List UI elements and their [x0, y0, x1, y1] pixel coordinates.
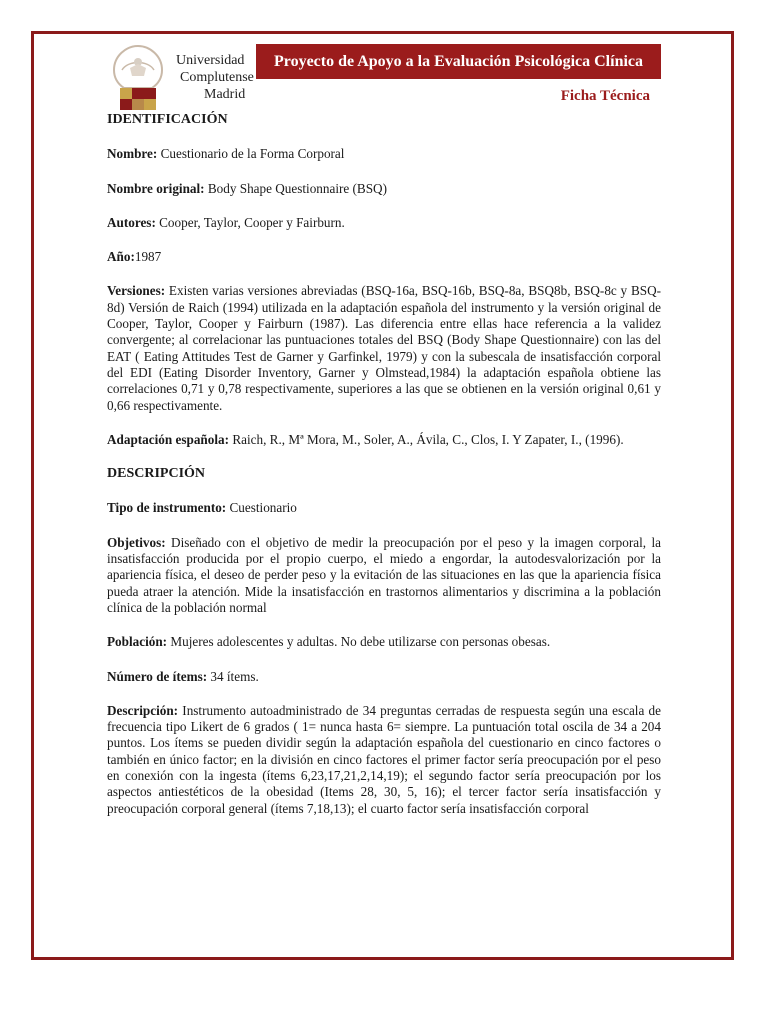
field-label: Número de ítems:	[107, 668, 208, 684]
section-heading-identificacion: IDENTIFICACIÓN	[107, 112, 228, 127]
field-label: Tipo de instrumento:	[107, 500, 227, 516]
field-value: Cuestionario	[226, 500, 297, 516]
project-banner: Proyecto de Apoyo a la Evaluación Psicológica Clínica	[256, 44, 661, 79]
university-name	[176, 52, 254, 103]
field-versiones	[107, 283, 661, 413]
field-label: Autores:	[107, 214, 156, 230]
field-label: Población:	[107, 634, 168, 650]
field-label: Adaptación española:	[107, 431, 230, 447]
field-numero-items	[107, 669, 661, 685]
field-value: Cuestionario de la Forma Corporal	[157, 146, 345, 162]
university-line-2: Complutense	[180, 70, 254, 85]
field-label: Objetivos:	[107, 534, 166, 550]
field-label: Descripción:	[107, 702, 179, 718]
document-subtitle: Ficha Técnica	[560, 88, 650, 104]
field-descripcion	[107, 703, 661, 817]
field-value: Body Shape Questionnaire (BSQ)	[204, 180, 387, 196]
university-line-1: Universidad	[176, 53, 245, 68]
university-crest-logo	[108, 40, 168, 112]
field-poblacion	[107, 634, 661, 650]
field-value: Cooper, Taylor, Cooper y Fairburn.	[155, 214, 345, 230]
field-label: Nombre original:	[107, 180, 205, 196]
field-value: Mujeres adolescentes y adultas. No debe utilizarse con personas obesas.	[167, 634, 551, 650]
field-adaptacion	[107, 432, 661, 448]
field-value: 34 ítems.	[207, 668, 259, 684]
field-objetivos	[107, 535, 661, 616]
field-label: Versiones:	[107, 283, 166, 299]
field-value: Diseñado con el objetivo de medir la preocupación por el peso y la imagen corporal, la insatisfacción producida por el propio cuerpo, el miedo a engordar, la autodesvalorización por la apariencia física, el deseo de perder peso y la evitación de las situaciones en las que la apariencia física pueda atraer la atención. Mide la insatisfacción en trastornos alimentarios y discrimina a la población clínica de la población normal	[107, 534, 661, 615]
field-label: Nombre:	[107, 146, 158, 162]
field-tipo	[107, 500, 661, 516]
field-nombre	[107, 146, 661, 162]
section-heading-descripcion: DESCRIPCIÓN	[107, 466, 206, 482]
field-value: Instrumento autoadministrado de 34 preguntas cerradas de respuesta según una escala de frecuencia tipo Likert de 6 grados ( 1= nunca hasta 6= siempre. La puntuación total oscila de 34 a 204 puntos. Los ítems se pueden dividir según la adaptación española del cuestionario en cinco factores o también en único factor; en la división en cinco factores el primer factor sería preocupación por el peso en conexión con la ingesta (ítems 6,23,17,21,2,14,19); el segundo factor sería preocupación por los aspectos antiestéticos de la obesidad (Items 28, 30, 5, 16); el tercer factor sería insatisfacción y preocupación corporal general (ítems 7,18,13); el cuarto factor sería insatisfacción corporal	[107, 702, 661, 816]
field-value: Existen varias versiones abreviadas (BSQ-16a, BSQ-16b, BSQ-8a, BSQ8b, BSQ-8c y BSQ-8d) Versión de Raich (1994) utilizada en la adaptación española del instrumento y la versión original de Cooper, Taylor, Cooper y Fairburn (1987). Las diferencia entre ellas hace referencia a la validez convergente; al correlacionar las puntuaciones totales del BSQ (Body Shape Questionnaire) con las del EAT ( Eating Attitudes Test de Garner y Garfinkel, 1979) y con la subescala de insatisfacción corporal del EDI (Eating Disorder Inventory, Garner y Olmstead,1984) la adaptación española obtiene las correlaciones 0,71 y 0,78 respectivamente, superiores a las que se obtienen en la versión original 0,61 y 0,66 respectivamente.	[107, 283, 661, 413]
field-anio	[107, 249, 661, 265]
university-line-3: Madrid	[204, 87, 246, 102]
document-body	[107, 112, 661, 835]
field-value: Raich, R., Mª Mora, M., Soler, A., Ávila, C., Clos, I. Y Zapater, I., (1996).	[229, 431, 624, 447]
field-nombre-original	[107, 181, 661, 197]
field-autores	[107, 215, 661, 231]
field-label: Año:	[107, 249, 135, 265]
field-value: 1987	[134, 249, 162, 265]
